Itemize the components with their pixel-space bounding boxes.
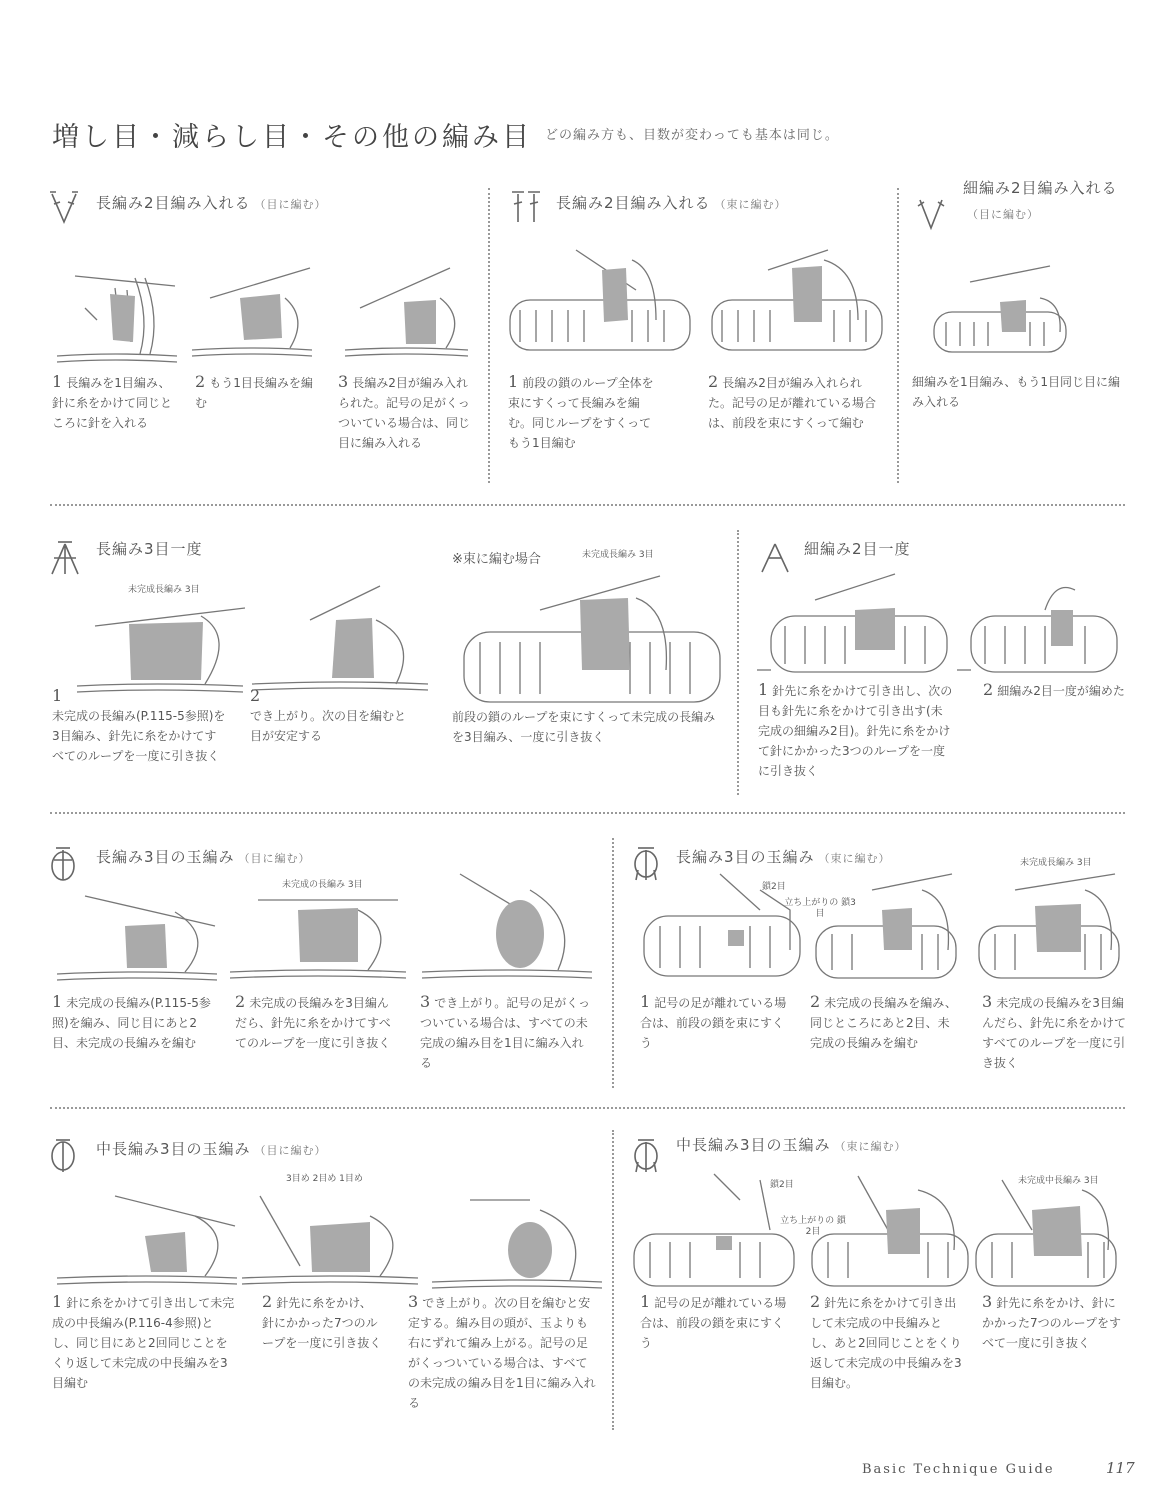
section-title-hdc3-bobble-bundle: 中長編み3目の玉編み （束に編む） — [676, 1136, 907, 1154]
step-s8-2: 2 針先に糸をかけ、針にかかった7つのループを一度に引き抜く — [262, 1292, 382, 1350]
diagram-s4-step2 — [250, 580, 430, 700]
section-title-dc3-bobble: 長編み3目の玉編み （目に編む） — [96, 848, 311, 866]
step-s6-2: 2 未完成の長編みを3目編んだら、針先に糸をかけてすべてのループを一度に引き抜く — [235, 992, 391, 1050]
diagram-s9-step2 — [808, 1170, 973, 1295]
diagram-s9-step3 — [972, 1170, 1122, 1295]
section-title-dc-increase-bundle: 長編み2目編み入れる （束に編む） — [556, 194, 787, 212]
step-s8-1: 1 針に糸をかけて引き出して未完成の中長編み(P.116-4参照)とし、同じ目にあと2回同じことをくり返して未完成の中長編みを3目編む — [52, 1292, 235, 1390]
diagram-s3 — [930, 262, 1070, 357]
diagram-s8-step3 — [430, 1190, 605, 1300]
step-s3: 細編みを1目編み、もう1目同じ目に編み入れる — [912, 375, 1120, 409]
hdc3-bobble-symbol-icon — [48, 1134, 78, 1176]
step-s4-2: 2 でき上がり。次の目を編むと目が安定する — [250, 686, 407, 743]
diagram-s5-step2 — [955, 570, 1120, 680]
section-title-sc2tog: 細編み2目一度 — [804, 540, 911, 558]
diagram-s1-step2 — [190, 258, 315, 368]
diagram-s7-step1 — [640, 870, 805, 985]
step-s1-1: 1 長編みを1目編み、針に糸をかけて同じところに針を入れる — [52, 372, 173, 430]
callout-s4: 未完成長編み 3目 — [128, 585, 200, 595]
divider-row1 — [50, 504, 1125, 506]
diagram-s2-step1 — [506, 240, 696, 365]
step-s9-2: 2 針先に糸をかけて引き出して未完成の中長編みとし、あと2回同じことをくり返して未完成の中長編みを3目編む。 — [810, 1292, 962, 1390]
section-title-dc3tog: 長編み3目一度 — [96, 540, 203, 558]
diagram-s6-step1 — [55, 886, 220, 991]
callout-s8: 3目め 2目め 1目め — [286, 1174, 363, 1184]
section-title-sc-increase: 細編み2目編み入れる（目に編む） — [963, 179, 1118, 221]
diagram-s8-step1 — [55, 1186, 240, 1296]
diagram-s8-step2 — [240, 1186, 420, 1296]
step-s5-2: 2 細編み2目一度が編めた — [983, 680, 1125, 699]
diagram-s6-step2 — [228, 880, 408, 990]
callout-s9-chain2: 鎖2目 — [770, 1180, 794, 1190]
diagram-s1-step1 — [55, 258, 180, 368]
double-crochet-increase-bundle-symbol-icon — [508, 186, 544, 226]
step-s6-1: 1 未完成の長編み(P.115-5参照)を編み、同じ目にあと2目、未完成の長編みを編む — [52, 992, 211, 1050]
callout-s4b: 未完成長編み 3目 — [582, 550, 654, 560]
divider-v-4 — [612, 838, 614, 1088]
divider-v-3 — [737, 530, 739, 795]
section-title-hdc3-bobble: 中長編み3目の玉編み （目に編む） — [96, 1140, 327, 1158]
step-s2-1: 1 前段の鎖のループ全体を束にすくって長編みを編む。同じループをすくってもう1目編む — [508, 372, 654, 450]
callout-s6: 未完成の長編み 3目 — [282, 880, 363, 890]
diagram-s7-step3 — [975, 870, 1125, 985]
diagram-s7-step2 — [812, 870, 962, 985]
divider-v-2 — [897, 188, 899, 483]
page-title: 増し目・減らし目・その他の編み目 — [52, 122, 532, 153]
divider-v-1 — [488, 188, 490, 483]
step-s4-1: 1 未完成の長編み(P.115-5参照)を3目編み、針先に糸をかけてすべてのループを一度に引き抜く — [52, 686, 226, 763]
step-s7-3: 3 未完成の長編みを3目編んだら、針先に糸をかけてすべてのループを一度に引き抜く — [982, 992, 1127, 1070]
diagram-s5-step1 — [755, 570, 950, 680]
divider-row3 — [50, 1107, 1125, 1109]
step-s9-3: 3 針先に糸をかけ、針にかかった7つのループをすべて一度に引き抜く — [982, 1292, 1122, 1350]
dc3-bobble-symbol-icon — [48, 842, 78, 884]
diagram-s2-step2 — [708, 240, 888, 365]
diagram-s4b — [460, 570, 725, 710]
step-s7-1: 1 記号の足が離れている場合は、前段の鎖を束にすくう — [640, 992, 787, 1050]
diagram-s1-step3 — [340, 258, 470, 368]
section-title-dc3-bobble-bundle: 長編み3目の玉編み （束に編む） — [676, 848, 891, 866]
step-s7-2: 2 未完成の長編みを編み、同じところにあと2目、未完成の長編みを編む — [810, 992, 957, 1050]
step-s5-1: 1 針先に糸をかけて引き出し、次の目も針先に糸をかけて引き出す(未完成の細編み2目)。針先に糸をかけて針にかかった3つのループを一度に引き抜く — [758, 680, 953, 778]
double-crochet-increase-symbol-icon — [48, 186, 80, 226]
single-crochet-increase-symbol-icon — [916, 192, 946, 232]
diagram-s6-step3 — [420, 870, 595, 990]
step-s9-1: 1 記号の足が離れている場合は、前段の鎖を束にすくう — [640, 1292, 787, 1350]
step-s1-2: 2 もう1目長編みを編む — [195, 372, 313, 410]
page-number: 117 — [1106, 1459, 1135, 1477]
step-s4b: 前段の鎖のループを束にすくって未完成の長編みを3目編み、一度に引き抜く — [452, 710, 716, 744]
callout-s7-turning-chain: 立ち上がりの 鎖3目 — [784, 898, 856, 919]
callout-s7-unfinished: 未完成長編み 3目 — [1020, 858, 1092, 868]
divider-row2 — [50, 812, 1125, 814]
section-title-dc-increase-stitch: 長編み2目編み入れる （目に編む） — [96, 194, 327, 212]
callout-s9-turning-chain: 立ち上がりの 鎖2目 — [780, 1216, 846, 1237]
page-subtitle: どの編み方も、目数が変わっても基本は同じ。 — [545, 128, 839, 143]
step-s2-2: 2 長編み2目が編み入れられた。記号の足が離れている場合は、前段を束にすくって編む — [708, 372, 877, 430]
diagram-s9-step1 — [630, 1170, 800, 1295]
callout-s7-chain2: 鎖2目 — [762, 882, 786, 892]
dc3tog-symbol-icon — [48, 538, 82, 578]
callout-s9-unfinished: 未完成中長編み 3目 — [1018, 1176, 1099, 1186]
step-s8-3: 3 でき上がり。次の目を編むと安定する。編み目の頭が、玉よりも右にずれて編み上がる。記号の足がくっついている場合は、すべての未完成の編み目を1目に編み入れる — [408, 1292, 596, 1410]
divider-v-5 — [612, 1130, 614, 1430]
step-s6-3: 3 でき上がり。記号の足がくっついている場合は、すべての未完成の編み目を1目に編み入れる — [420, 992, 590, 1070]
footer-guide-title: Basic Technique Guide — [862, 1462, 1055, 1477]
note-bundle-case: ※束に編む場合 — [452, 552, 541, 567]
step-s1-3: 3 長編み2目が編み入れられた。記号の足がくっついている場合は、同じ目に編み入れる — [338, 372, 471, 450]
